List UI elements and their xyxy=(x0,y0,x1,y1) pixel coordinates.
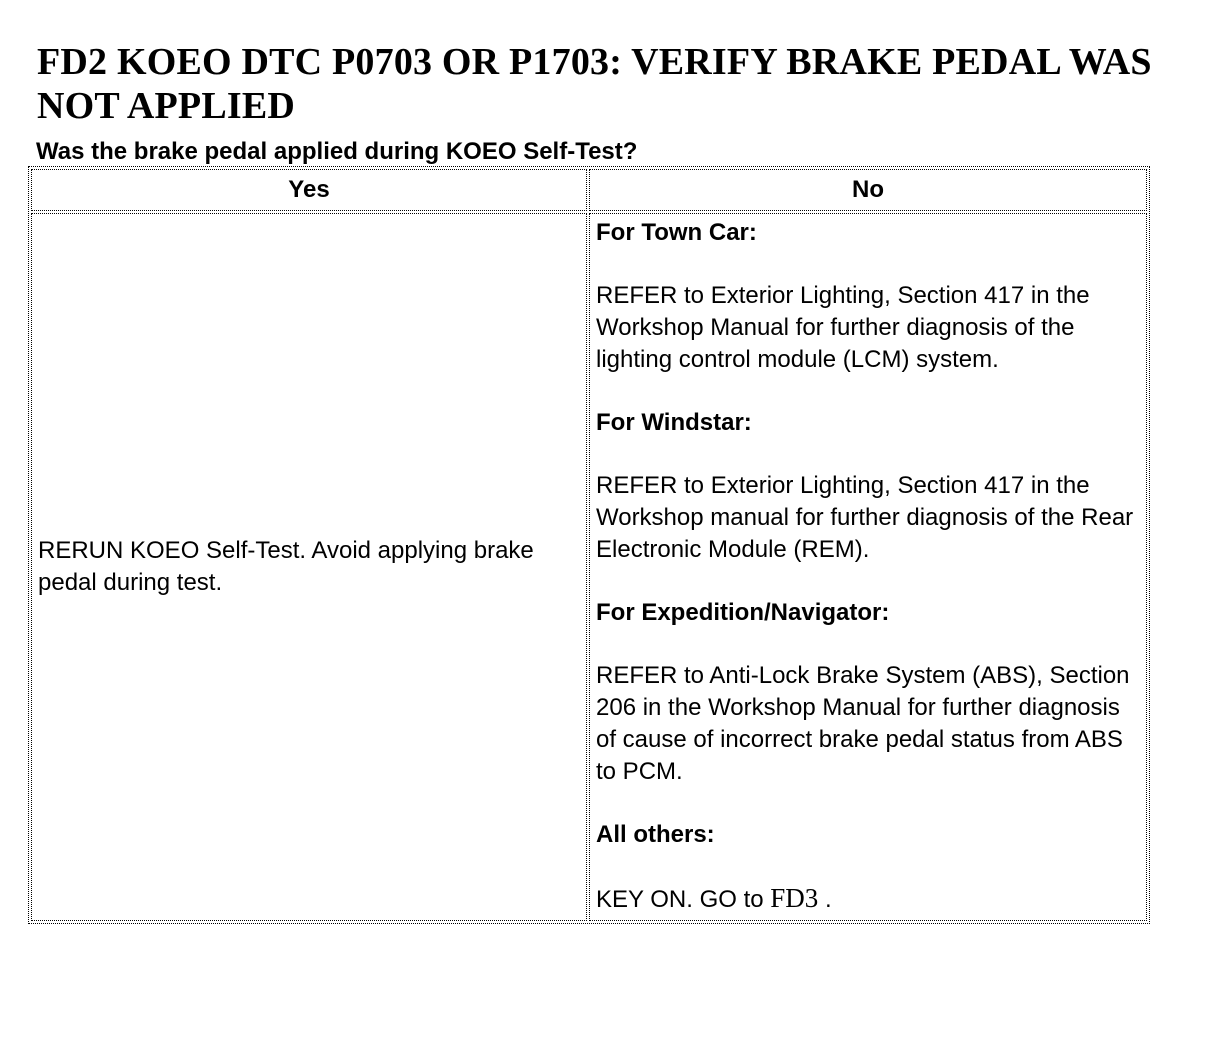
windstar-text: REFER to Exterior Lighting, Section 417 in the Workshop manual for further diagnosis of the Rear Electronic Module (REM). xyxy=(596,472,1134,563)
all-others-heading: All others: xyxy=(596,821,715,848)
expedition-navigator-text: REFER to Anti-Lock Brake System (ABS), Section 206 in the Workshop Manual for further diagnosis of cause of incorrect brake pedal status from ABS to PCM. xyxy=(596,662,1130,785)
town-car-text: REFER to Exterior Lighting, Section 417 in the Workshop Manual for further diagnosis of the lighting control module (LCM) system. xyxy=(596,282,1090,373)
town-car-heading: For Town Car: xyxy=(596,219,757,246)
decision-table xyxy=(28,166,1150,924)
expedition-navigator-heading: For Expedition/Navigator: xyxy=(596,599,890,626)
yes-cell: RERUN KOEO Self-Test. Avoid applying brake pedal during test. xyxy=(31,213,587,921)
all-others-prefix: KEY ON. GO to xyxy=(596,886,771,913)
header-yes: Yes xyxy=(31,169,587,211)
goto-fd3-link[interactable]: FD3 xyxy=(770,883,819,913)
all-others-text xyxy=(596,882,1140,916)
table-row xyxy=(31,213,1147,921)
header-no: No xyxy=(589,169,1147,211)
no-cell xyxy=(589,213,1147,921)
page-title: FD2 KOEO DTC P0703 OR P1703: VERIFY BRAKE PEDAL WAS NOT APPLIED xyxy=(37,41,1152,127)
windstar-heading: For Windstar: xyxy=(596,409,752,436)
question-text: Was the brake pedal applied during KOEO Self-Test? xyxy=(36,138,638,165)
table-header-row xyxy=(31,169,1147,211)
document-page xyxy=(28,40,1178,924)
all-others-suffix: . xyxy=(818,886,832,913)
